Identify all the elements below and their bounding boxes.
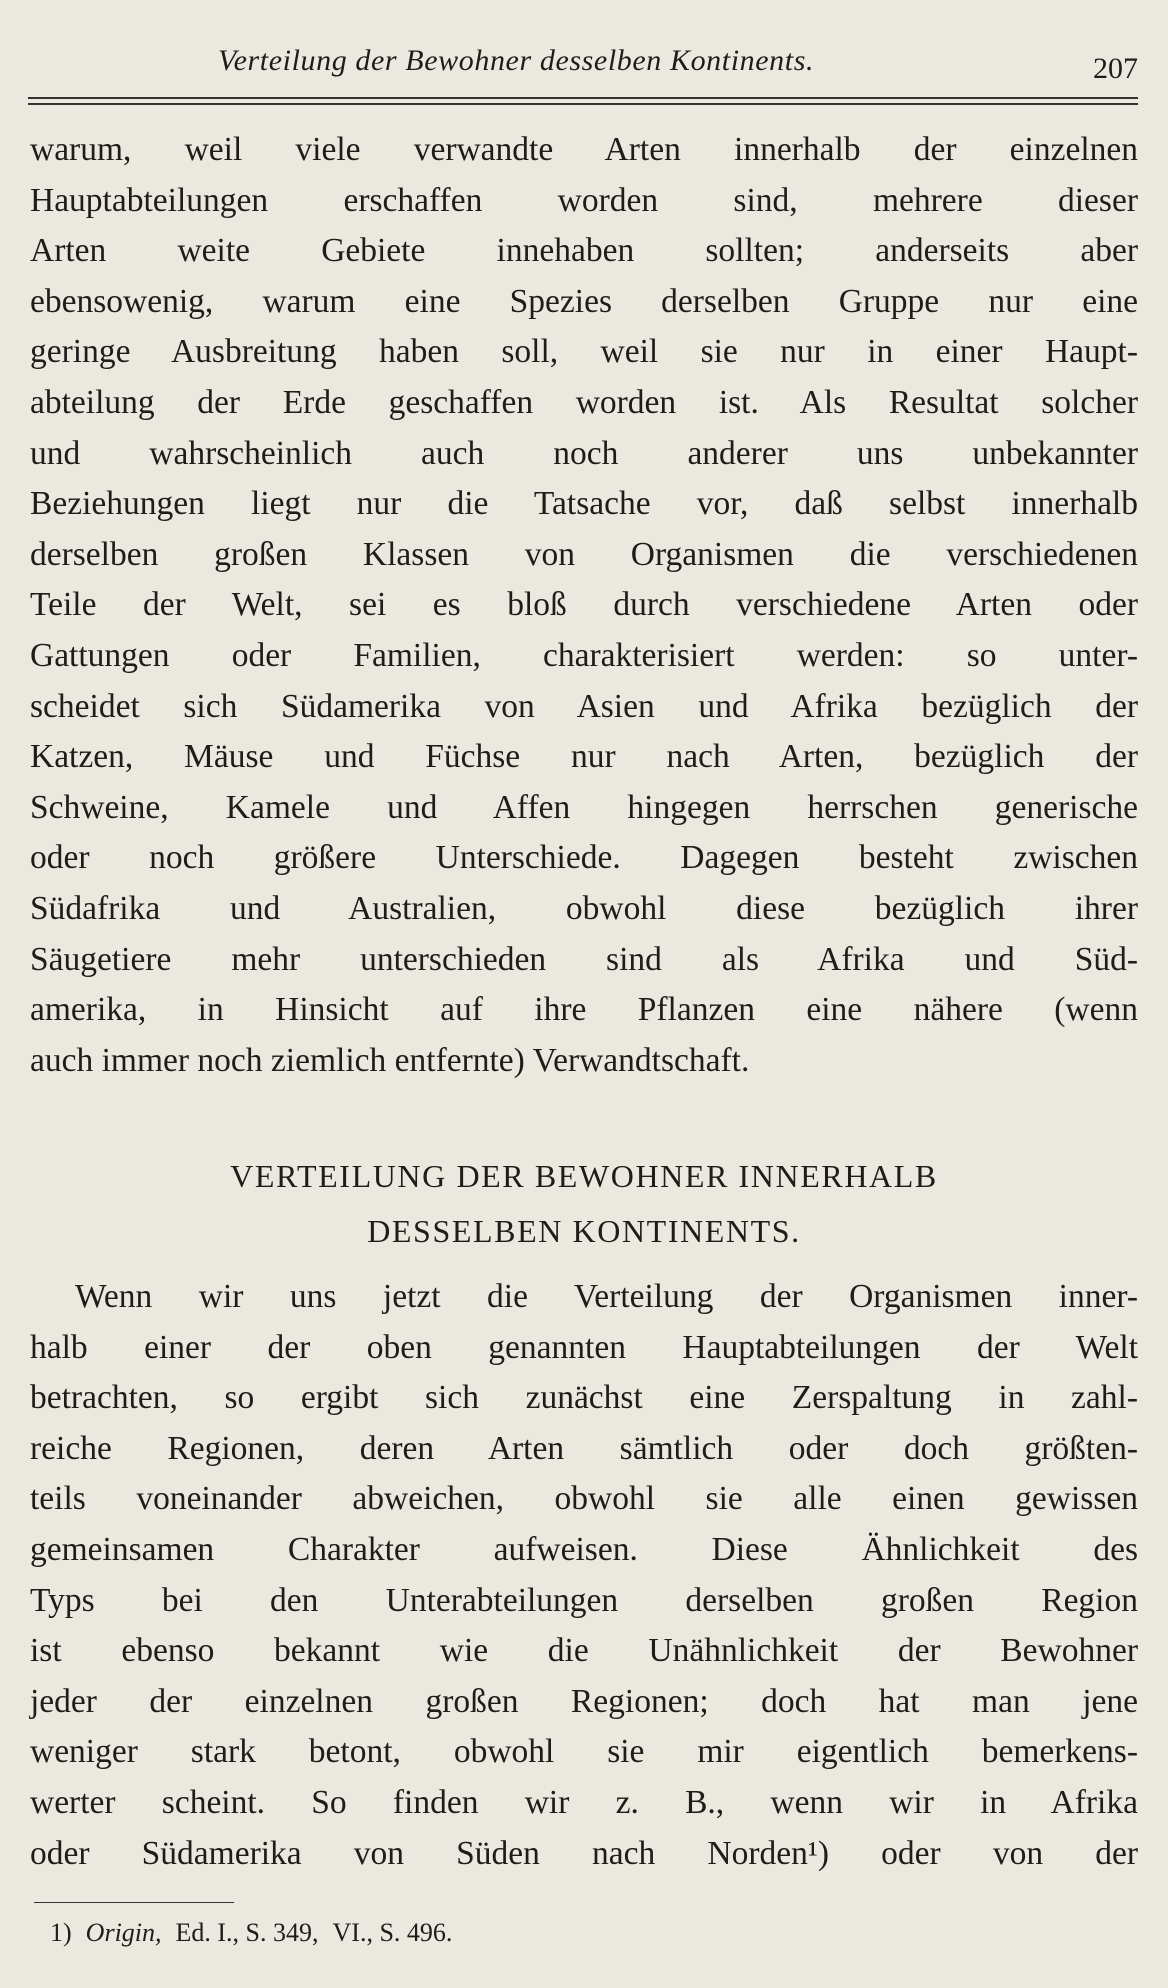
section-heading-line-1: VERTEILUNG DER BEWOHNER INNERHALB bbox=[230, 1158, 938, 1194]
page-number: 207 bbox=[1093, 52, 1138, 85]
text-line: reiche Regionen, deren Arten sämtlich oder doch größten- bbox=[30, 1429, 1138, 1467]
footnote bbox=[50, 1918, 466, 1948]
footnote-title: Origin, bbox=[85, 1918, 162, 1947]
text-line: Hauptabteilungen erschaffen worden sind, mehrere dieser bbox=[30, 181, 1138, 219]
text-line: Beziehungen liegt nur die Tatsache vor, daß selbst innerhalb bbox=[30, 485, 1138, 523]
text-line: Gattungen oder Familien, charakterisiert werden: so unter- bbox=[30, 636, 1138, 674]
text-line: amerika, in Hinsicht auf ihre Pflanzen eine nähere (wenn bbox=[30, 991, 1138, 1029]
text-line: Arten weite Gebiete innehaben sollten; anderseits aber bbox=[30, 232, 1138, 270]
text-line: halb einer der oben genannten Hauptabteilungen der Welt bbox=[30, 1328, 1138, 1366]
running-head bbox=[28, 44, 1138, 94]
text-line: scheidet sich Südamerika von Asien und Afrika bezüglich der bbox=[30, 687, 1138, 725]
text-line: weniger stark betont, obwohl sie mir eigentlich bemerkens- bbox=[30, 1733, 1138, 1771]
footnote-marker: 1) bbox=[50, 1918, 72, 1947]
text-line: und wahrscheinlich auch noch anderer uns unbekannter bbox=[30, 434, 1138, 472]
text-line: Katzen, Mäuse und Füchse nur nach Arten, bezüglich der bbox=[30, 738, 1138, 776]
text-line: warum, weil viele verwandte Arten innerhalb der einzelnen bbox=[30, 131, 1138, 168]
header-rule-top bbox=[28, 97, 1138, 99]
text-line: Typs bei den Unterabteilungen derselben großen Region bbox=[30, 1581, 1138, 1619]
header-rule-bottom bbox=[28, 103, 1138, 105]
text-line: oder Südamerika von Süden nach Norden¹) oder von der bbox=[30, 1834, 1138, 1872]
running-title: Verteilung der Bewohner desselben Kontinents. bbox=[218, 44, 815, 77]
footnote-rule bbox=[34, 1902, 234, 1903]
text-line: oder noch größere Unterschiede. Dagegen besteht zwischen bbox=[30, 839, 1138, 877]
text-line: teils voneinander abweichen, obwohl sie alle einen gewissen bbox=[30, 1480, 1138, 1518]
footnote-reference-1: Ed. I., S. 349, bbox=[175, 1918, 319, 1947]
text-line: abteilung der Erde geschaffen worden ist. Als Resultat solcher bbox=[30, 383, 1138, 421]
text-line: Südafrika und Australien, obwohl diese bezüglich ihrer bbox=[30, 889, 1138, 927]
footnote-reference-2: VI., S. 496. bbox=[332, 1918, 453, 1947]
text-line: Säugetiere mehr unterschieden sind als Afrika und Süd- bbox=[30, 940, 1138, 978]
paragraph-2 bbox=[30, 1272, 1138, 1879]
text-line: derselben großen Klassen von Organismen die verschiedenen bbox=[30, 535, 1138, 573]
text-line: werter scheint. So finden wir z. B., wenn wir in Afrika bbox=[30, 1783, 1138, 1821]
text-line: jeder der einzelnen großen Regionen; doch hat man jene bbox=[30, 1682, 1138, 1720]
text-line: ist ebenso bekannt wie die Unähnlichkeit der Bewohner bbox=[30, 1632, 1138, 1670]
text-line: gemeinsamen Charakter aufweisen. Diese Ähnlichkeit des bbox=[30, 1530, 1138, 1568]
text-line: auch immer noch ziemlich entfernte) Verwandtschaft. bbox=[30, 1041, 750, 1079]
text-line: geringe Ausbreitung haben soll, weil sie nur in einer Haupt- bbox=[30, 333, 1138, 371]
text-line: Teile der Welt, sei es bloß durch verschiedene Arten oder bbox=[30, 586, 1138, 624]
text-line: ebensowenig, warum eine Spezies derselben Gruppe nur eine bbox=[30, 282, 1138, 320]
paragraph-1 bbox=[30, 125, 1138, 1086]
text-line: Schweine, Kamele und Affen hingegen herrschen generische bbox=[30, 788, 1138, 826]
section-heading-line-2: DESSELBEN KONTINENTS. bbox=[367, 1213, 801, 1249]
text-line: Wenn wir uns jetzt die Verteilung der Organismen inner- bbox=[75, 1278, 1138, 1315]
text-line: betrachten, so ergibt sich zunächst eine Zerspaltung in zahl- bbox=[30, 1379, 1138, 1417]
